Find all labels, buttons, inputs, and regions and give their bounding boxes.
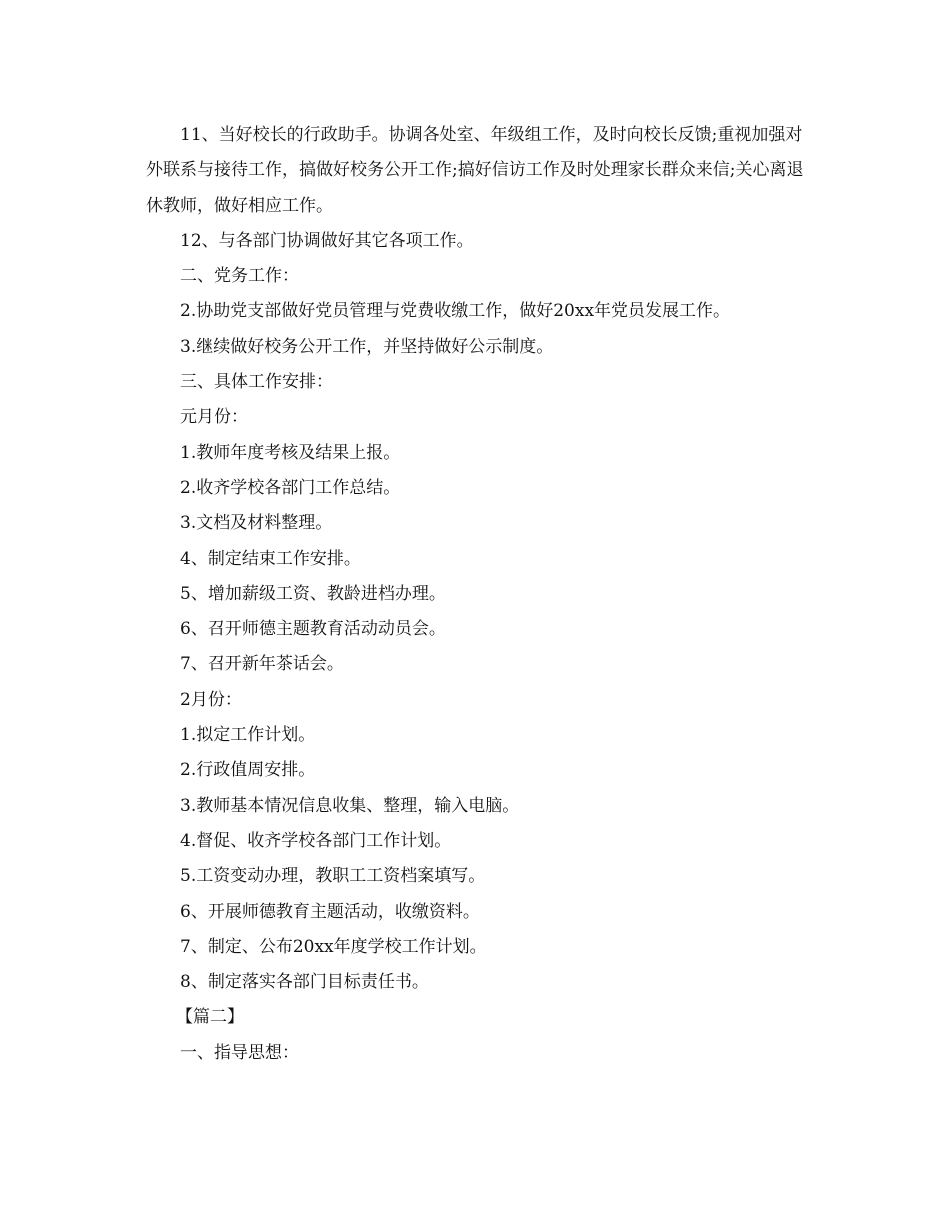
paragraph-party-3: 3.继续做好校务公开工作，并坚持做好公示制度。: [180, 336, 554, 357]
paragraph-party-2: 2.协助党支部做好党员管理与党费收缴工作，做好20xx年党员发展工作。: [180, 301, 731, 322]
list-item: 5.工资变动办理，教职工工资档案填写。: [180, 866, 486, 887]
list-item: 6、召开师德主题教育活动动员会。: [180, 619, 446, 640]
section-heading-work-schedule: 三、具体工作安排：: [180, 372, 333, 393]
section-heading-party-affairs: 二、党务工作：: [180, 266, 299, 287]
list-item: 7、制定、公布20xx年度学校工作计划。: [180, 936, 487, 957]
list-item: 8、制定落实各部门目标责任书。: [180, 972, 429, 993]
list-item: 3.教师基本情况信息收集、整理，输入电脑。: [180, 795, 520, 816]
paragraph-item-11: 11、当好校长的行政助手。协调各处室、年级组工作，及时向校长反馈;重视加强对外联系与接待工作，搞做好校务公开工作;搞好信访工作及时处理家长群众来信;关心离退休教师，做好相应工作。: [146, 125, 804, 216]
list-item: 1.教师年度考核及结果上报。: [180, 442, 401, 463]
document-body: [146, 118, 806, 1071]
list-item: 1.拟定工作计划。: [180, 725, 316, 746]
section-heading-guiding-ideology: 一、指导思想：: [180, 1042, 299, 1063]
list-item: 5、增加薪级工资、教龄进档办理。: [180, 583, 446, 604]
list-item: 3.文档及材料整理。: [180, 513, 333, 534]
month-heading-january: 元月份：: [180, 407, 248, 428]
list-item: 4、制定结束工作安排。: [180, 548, 361, 569]
list-item: 2.收齐学校各部门工作总结。: [180, 477, 401, 498]
list-item: 7、召开新年茶话会。: [180, 654, 344, 675]
list-item: 2.行政值周安排。: [180, 760, 316, 781]
list-item: 4.督促、收齐学校各部门工作计划。: [180, 830, 452, 851]
section-heading-part-two: 【篇二】: [176, 1007, 244, 1028]
paragraph-item-12: 12、与各部门协调做好其它各项工作。: [180, 230, 474, 251]
month-heading-february: 2月份：: [180, 689, 242, 710]
list-item: 6、开展师德教育主题活动，收缴资料。: [180, 901, 480, 922]
